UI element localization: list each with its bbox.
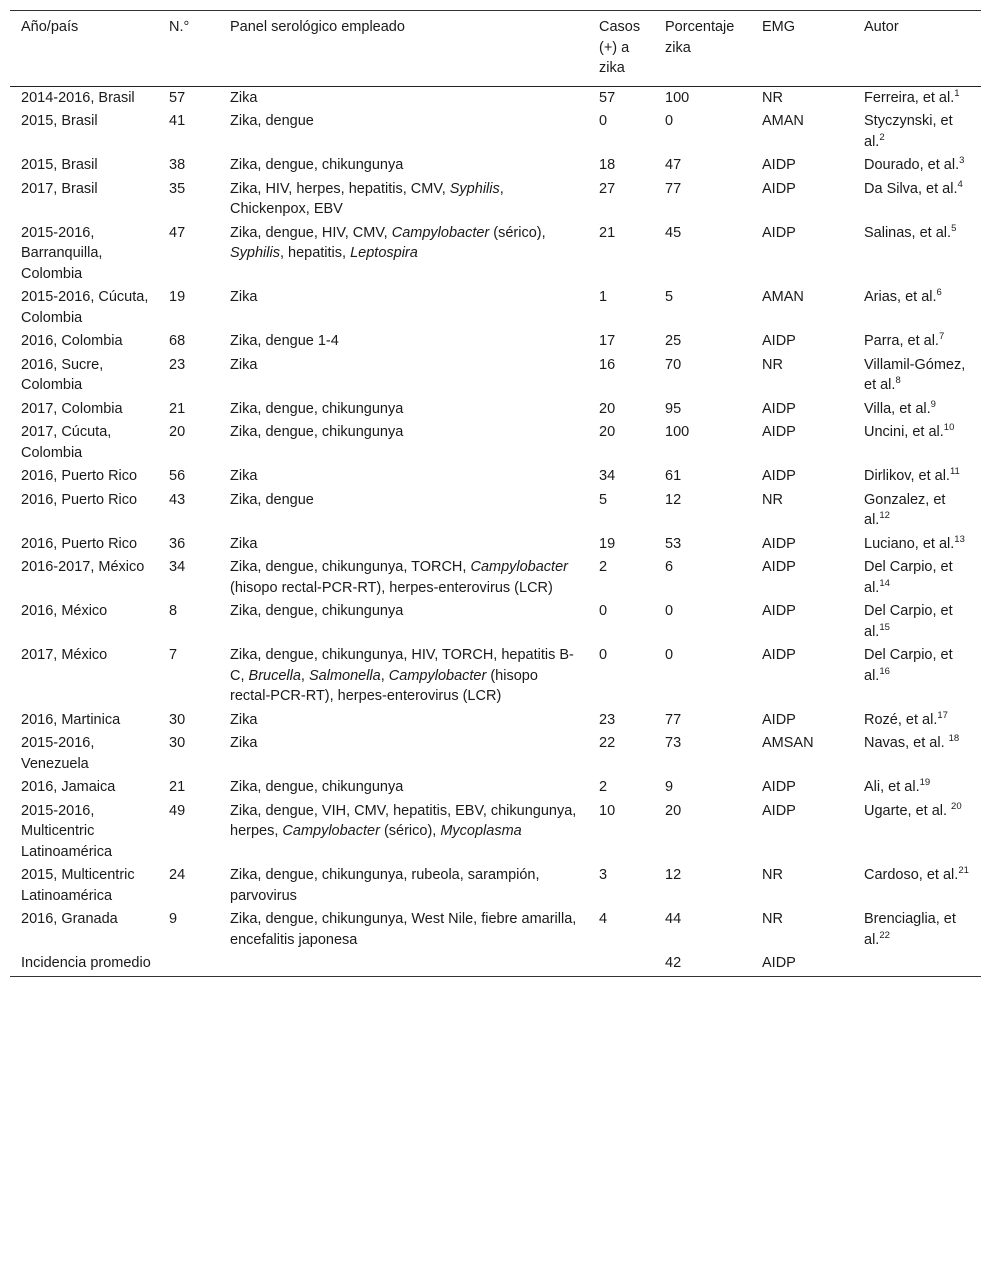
- cell-percent: 6: [665, 559, 674, 575]
- cell-emg: AMSAN: [762, 735, 814, 751]
- header-percent: Porcentaje zika: [665, 19, 735, 56]
- table-row: [10, 556, 981, 600]
- cell-emg: AIDP: [762, 468, 796, 484]
- cell-emg: AIDP: [762, 180, 796, 197]
- cell-panel: [219, 644, 588, 709]
- cell-emg: AIDP: [762, 955, 796, 971]
- cell-panel: [219, 600, 588, 644]
- cell-author: [853, 222, 981, 287]
- cell-cases: 17: [599, 333, 616, 349]
- author-name: Brenciaglia, et al.: [864, 911, 956, 948]
- panel-text: (hisopo rectal-PCR-RT), herpes-enterovirus (LCR): [230, 579, 553, 596]
- author-name: Del Carpio, et al.: [864, 647, 953, 684]
- reference-number: 11: [949, 466, 960, 478]
- cell-author: [853, 644, 981, 709]
- panel-organism-italic: Campylobacter: [282, 823, 380, 839]
- cell-panel: [219, 398, 588, 422]
- cell-n: 9: [169, 911, 178, 927]
- table-row: [10, 533, 981, 557]
- cell-emg: NR: [762, 491, 783, 508]
- cell-author: [853, 86, 981, 110]
- author-name: Ugarte, et al.: [864, 802, 952, 819]
- panel-text: Zika, dengue: [230, 113, 314, 129]
- panel-text: Zika, dengue, chikungunya: [230, 603, 404, 619]
- panel-organism-italic: Leptospira: [350, 245, 418, 261]
- cell-n: 30: [169, 711, 186, 728]
- reference-number: 20: [951, 800, 962, 812]
- panel-text: , Chickenpox, EBV: [230, 180, 504, 217]
- reference-number: 16: [879, 665, 890, 677]
- panel-text: Zika, dengue, HIV, CMV,: [230, 224, 392, 241]
- cell-percent: 20: [665, 802, 682, 819]
- header-emg: EMG: [762, 19, 796, 35]
- cell-panel: [219, 222, 588, 287]
- table-row: [10, 178, 981, 222]
- author-name: Del Carpio, et al.: [864, 559, 953, 596]
- cell-panel: [219, 952, 588, 976]
- author-name: Dirlikov, et al.: [864, 468, 950, 484]
- cell-cases: 22: [599, 735, 616, 751]
- panel-text: (sérico),: [379, 823, 441, 839]
- reference-number: 14: [879, 577, 890, 589]
- cell-author: [853, 600, 981, 644]
- author-name: Arias, et al.: [864, 289, 937, 305]
- cell-percent: 61: [665, 468, 682, 484]
- cell-panel: [219, 354, 588, 398]
- cell-cases: 19: [599, 535, 616, 552]
- panel-text: Zika: [230, 289, 258, 305]
- cell-year-country: 2017, México: [21, 647, 108, 663]
- cell-cases: 2: [599, 779, 608, 795]
- cell-year-country: 2016, Colombia: [21, 333, 123, 349]
- cell-emg: AIDP: [762, 647, 796, 663]
- cell-percent: 25: [665, 333, 682, 349]
- cell-percent: 5: [665, 289, 674, 305]
- cell-cases: 57: [599, 89, 616, 106]
- panel-text: Zika, dengue, chikungunya: [230, 424, 404, 440]
- panel-text: Zika, HIV, herpes, hepatitis, CMV,: [230, 180, 450, 197]
- cell-emg: AIDP: [762, 535, 796, 552]
- table-row: [10, 800, 981, 865]
- table-row: [10, 154, 981, 178]
- author-name: Ali, et al.: [864, 779, 920, 795]
- cell-year-country: 2016, Granada: [21, 911, 118, 927]
- cell-author: [853, 421, 981, 465]
- cell-cases: 21: [599, 224, 616, 241]
- reference-number: 9: [930, 398, 936, 410]
- cell-cases: 5: [599, 491, 608, 508]
- reference-number: 3: [959, 155, 965, 167]
- header-year-country: Año/país: [21, 19, 79, 35]
- author-name: Ferreira, et al.: [864, 89, 955, 106]
- cell-n: 38: [169, 157, 186, 173]
- cell-cases: 16: [599, 356, 616, 373]
- cell-percent: 12: [665, 491, 682, 508]
- cell-percent: 45: [665, 224, 682, 241]
- cell-n: 34: [169, 559, 186, 575]
- cell-percent: 0: [665, 603, 674, 619]
- cell-emg: NR: [762, 356, 783, 373]
- cell-year-country: Incidencia promedio: [21, 955, 151, 971]
- cell-cases: 10: [599, 802, 616, 819]
- cell-year-country: 2016, Puerto Rico: [21, 535, 138, 552]
- cell-percent: 100: [665, 424, 690, 440]
- cell-year-country: 2017, Brasil: [21, 180, 98, 197]
- cell-emg: AIDP: [762, 559, 796, 575]
- table-body: [10, 86, 981, 976]
- cell-author: [853, 952, 981, 976]
- cell-year-country: 2015-2016, Venezuela: [21, 735, 95, 772]
- cell-author: [853, 556, 981, 600]
- table-row: [10, 600, 981, 644]
- panel-text: Zika: [230, 89, 258, 106]
- author-name: Cardoso, et al.: [864, 867, 959, 883]
- panel-organism-italic: Campylobacter: [470, 559, 568, 575]
- author-name: Gonzalez, et al.: [864, 491, 946, 528]
- cell-percent: 44: [665, 911, 682, 927]
- cell-author: [853, 330, 981, 354]
- cell-cases: 0: [599, 647, 608, 663]
- panel-text: Zika: [230, 711, 258, 728]
- panel-text: Zika, dengue, chikungunya: [230, 400, 404, 417]
- table-row: [10, 952, 981, 976]
- cell-percent: 73: [665, 735, 682, 751]
- author-name: Del Carpio, et al.: [864, 603, 953, 640]
- panel-text: Zika: [230, 356, 258, 373]
- cell-year-country: 2015, Multicentric Latinoamérica: [21, 867, 135, 904]
- table-row: [10, 908, 981, 952]
- panel-text: (hisopo rectal-PCR-RT), herpes-enterovirus (LCR): [230, 667, 538, 704]
- cell-n: 30: [169, 735, 186, 751]
- cell-author: [853, 709, 981, 733]
- cell-cases: 1: [599, 289, 608, 305]
- header-n: N.°: [169, 19, 190, 35]
- reference-number: 12: [879, 510, 890, 522]
- cell-n: 21: [169, 779, 186, 795]
- cell-panel: [219, 178, 588, 222]
- table-row: [10, 110, 981, 154]
- reference-number: 18: [948, 733, 960, 745]
- cell-panel: [219, 465, 588, 489]
- table-row: [10, 864, 981, 908]
- cell-year-country: 2015, Brasil: [21, 113, 98, 129]
- panel-text: (sérico),: [489, 224, 546, 241]
- header-author: Autor: [864, 19, 899, 35]
- author-name: Luciano, et al.: [864, 535, 955, 552]
- cell-cases: 3: [599, 867, 608, 883]
- cell-panel: [219, 908, 588, 952]
- table-row: [10, 330, 981, 354]
- panel-organism-italic: Mycoplasma: [440, 823, 522, 839]
- table-row: [10, 421, 981, 465]
- cell-year-country: 2016, Sucre, Colombia: [21, 356, 104, 393]
- cell-n: 35: [169, 180, 186, 197]
- reference-number: 5: [951, 222, 957, 234]
- cell-percent: 100: [665, 89, 690, 106]
- zika-gbs-table: [10, 10, 981, 977]
- cell-n: 21: [169, 400, 186, 417]
- reference-number: 21: [958, 865, 969, 877]
- panel-text: Zika, dengue, chikungunya, rubeola, sarampión, parvovirus: [230, 867, 540, 904]
- cell-panel: [219, 421, 588, 465]
- cell-author: [853, 178, 981, 222]
- reference-number: 2: [879, 131, 885, 143]
- cell-emg: AIDP: [762, 224, 796, 241]
- cell-percent: 12: [665, 867, 682, 883]
- cell-panel: [219, 776, 588, 800]
- cell-author: [853, 110, 981, 154]
- cell-panel: [219, 533, 588, 557]
- cell-n: 47: [169, 224, 186, 241]
- table-row: [10, 465, 981, 489]
- cell-percent: 70: [665, 356, 682, 373]
- cell-percent: 95: [665, 400, 682, 417]
- panel-text: Zika, dengue: [230, 491, 314, 508]
- author-name: Da Silva, et al.: [864, 180, 958, 197]
- panel-organism-italic: Brucella: [248, 667, 301, 684]
- author-name: Dourado, et al.: [864, 157, 960, 173]
- cell-cases: 20: [599, 424, 616, 440]
- cell-panel: [219, 709, 588, 733]
- cell-n: 68: [169, 333, 186, 349]
- cell-n: 20: [169, 424, 186, 440]
- cell-percent: 53: [665, 535, 682, 552]
- cell-year-country: 2016, Puerto Rico: [21, 491, 138, 508]
- panel-text: ,: [300, 667, 309, 684]
- cell-emg: AIDP: [762, 711, 796, 728]
- table-row: [10, 398, 981, 422]
- cell-panel: [219, 330, 588, 354]
- panel-organism-italic: Campylobacter: [391, 224, 490, 241]
- cell-cases: 27: [599, 180, 616, 197]
- cell-n: 7: [169, 647, 178, 663]
- reference-number: 13: [954, 533, 965, 545]
- cell-emg: AMAN: [762, 289, 804, 305]
- cell-emg: AIDP: [762, 157, 796, 173]
- author-name: Styczynski, et al.: [864, 113, 953, 150]
- table-row: [10, 222, 981, 287]
- cell-author: [853, 908, 981, 952]
- cell-panel: [219, 86, 588, 110]
- cell-emg: NR: [762, 867, 783, 883]
- cell-year-country: 2016, México: [21, 603, 108, 619]
- cell-n: 43: [169, 491, 186, 508]
- table-row: [10, 732, 981, 776]
- cell-panel: [219, 154, 588, 178]
- cell-panel: [219, 800, 588, 865]
- cell-n: 24: [169, 867, 186, 883]
- cell-n: 23: [169, 356, 186, 373]
- cell-emg: AIDP: [762, 603, 796, 619]
- cell-cases: 0: [599, 113, 608, 129]
- cell-year-country: 2016, Puerto Rico: [21, 468, 138, 484]
- cell-author: [853, 465, 981, 489]
- cell-year-country: 2015-2016, Cúcuta, Colombia: [21, 289, 149, 326]
- cell-percent: 0: [665, 647, 674, 663]
- cell-emg: NR: [762, 911, 783, 927]
- panel-organism-italic: Syphilis: [230, 245, 280, 261]
- panel-text: Zika: [230, 735, 258, 751]
- header-cases: Casos (+) a zika: [599, 19, 641, 76]
- table-row: [10, 644, 981, 709]
- panel-text: Zika, dengue, chikungunya: [230, 157, 404, 173]
- cell-cases: 0: [599, 603, 608, 619]
- cell-panel: [219, 489, 588, 533]
- cell-panel: [219, 556, 588, 600]
- panel-text: Zika: [230, 468, 258, 484]
- cell-percent: 0: [665, 113, 674, 129]
- table-row: [10, 286, 981, 330]
- panel-text: ,: [380, 667, 389, 684]
- cell-author: [853, 864, 981, 908]
- cell-year-country: 2017, Colombia: [21, 400, 123, 417]
- table-header-row: [10, 11, 981, 87]
- panel-text: , hepatitis,: [279, 245, 351, 261]
- cell-n: 56: [169, 468, 186, 484]
- cell-author: [853, 533, 981, 557]
- author-name: Villa, et al.: [864, 400, 931, 417]
- cell-cases: 23: [599, 711, 616, 728]
- reference-number: 10: [943, 422, 955, 434]
- cell-n: [158, 952, 219, 976]
- cell-n: 41: [169, 113, 186, 129]
- cell-author: [853, 732, 981, 776]
- cell-n: 36: [169, 535, 186, 552]
- cell-cases: 2: [599, 559, 608, 575]
- cell-emg: AIDP: [762, 779, 796, 795]
- cell-emg: AIDP: [762, 424, 796, 440]
- panel-organism-italic: Campylobacter: [388, 667, 487, 684]
- cell-n: 8: [169, 603, 178, 619]
- panel-text: Zika, dengue, chikungunya, HIV, TORCH, hepatitis B-C,: [230, 647, 574, 684]
- author-name: Navas, et al.: [864, 735, 949, 751]
- cell-cases: 4: [599, 911, 608, 927]
- reference-number: 4: [957, 178, 963, 190]
- cell-year-country: 2016, Jamaica: [21, 779, 116, 795]
- cell-panel: [219, 864, 588, 908]
- panel-organism-italic: Syphilis: [449, 180, 500, 197]
- cell-panel: [219, 286, 588, 330]
- cell-panel: [219, 732, 588, 776]
- cell-percent: 42: [665, 955, 682, 971]
- panel-text: Zika, dengue, chikungunya, West Nile, fiebre amarilla, encefalitis japonesa: [230, 911, 577, 948]
- cell-percent: 9: [665, 779, 674, 795]
- cell-percent: 47: [665, 157, 682, 173]
- reference-number: 22: [879, 929, 890, 941]
- author-name: Parra, et al.: [864, 333, 939, 349]
- cell-percent: 77: [665, 711, 682, 728]
- author-name: Rozé, et al.: [864, 711, 938, 728]
- table-row: [10, 489, 981, 533]
- cell-year-country: 2016-2017, México: [21, 559, 145, 575]
- cell-percent: 77: [665, 180, 682, 197]
- author-name: Salinas, et al.: [864, 224, 952, 241]
- cell-author: [853, 489, 981, 533]
- cell-author: [853, 776, 981, 800]
- cell-year-country: 2015-2016, Multicentric Latinoamérica: [21, 802, 113, 860]
- table-row: [10, 709, 981, 733]
- table-row: [10, 776, 981, 800]
- cell-emg: AMAN: [762, 113, 804, 129]
- panel-text: Zika, dengue, VIH, CMV, hepatitis, EBV, chikungunya, herpes,: [230, 802, 577, 839]
- cell-author: [853, 354, 981, 398]
- table-row: [10, 354, 981, 398]
- cell-panel: [219, 110, 588, 154]
- cell-year-country: 2015, Brasil: [21, 157, 98, 173]
- reference-number: 7: [938, 331, 945, 343]
- cell-author: [853, 398, 981, 422]
- cell-cases: 20: [599, 400, 616, 417]
- cell-n: 49: [169, 802, 186, 819]
- cell-cases: [588, 952, 654, 976]
- author-name: Villamil-Gómez, et al.: [864, 356, 966, 393]
- cell-emg: AIDP: [762, 802, 796, 819]
- cell-year-country: 2016, Martinica: [21, 711, 121, 728]
- cell-year-country: 2015-2016, Barranquilla, Colombia: [21, 224, 103, 282]
- table-row: [10, 86, 981, 110]
- panel-organism-italic: Salmonella: [308, 667, 381, 684]
- cell-year-country: 2014-2016, Brasil: [21, 89, 135, 106]
- cell-author: [853, 800, 981, 865]
- cell-author: [853, 154, 981, 178]
- cell-cases: 34: [599, 468, 616, 484]
- reference-number: 17: [937, 709, 948, 721]
- cell-emg: NR: [762, 89, 783, 106]
- author-name: Uncini, et al.: [864, 424, 944, 440]
- reference-number: 15: [879, 621, 890, 633]
- cell-emg: AIDP: [762, 400, 796, 417]
- reference-number: 8: [895, 375, 901, 387]
- panel-text: Zika, dengue 1-4: [230, 333, 339, 349]
- panel-text: Zika, dengue, chikungunya: [230, 779, 404, 795]
- cell-cases: 18: [599, 157, 616, 173]
- reference-number: 19: [919, 777, 931, 789]
- cell-year-country: 2017, Cúcuta, Colombia: [21, 424, 112, 461]
- cell-emg: AIDP: [762, 333, 796, 349]
- cell-n: 57: [169, 89, 186, 106]
- reference-number: 1: [954, 87, 960, 99]
- cell-n: 19: [169, 289, 186, 305]
- reference-number: 6: [936, 287, 942, 299]
- header-panel: Panel serológico empleado: [230, 19, 405, 35]
- panel-text: Zika, dengue, chikungunya, TORCH,: [230, 559, 471, 575]
- cell-author: [853, 286, 981, 330]
- panel-text: Zika: [230, 535, 258, 552]
